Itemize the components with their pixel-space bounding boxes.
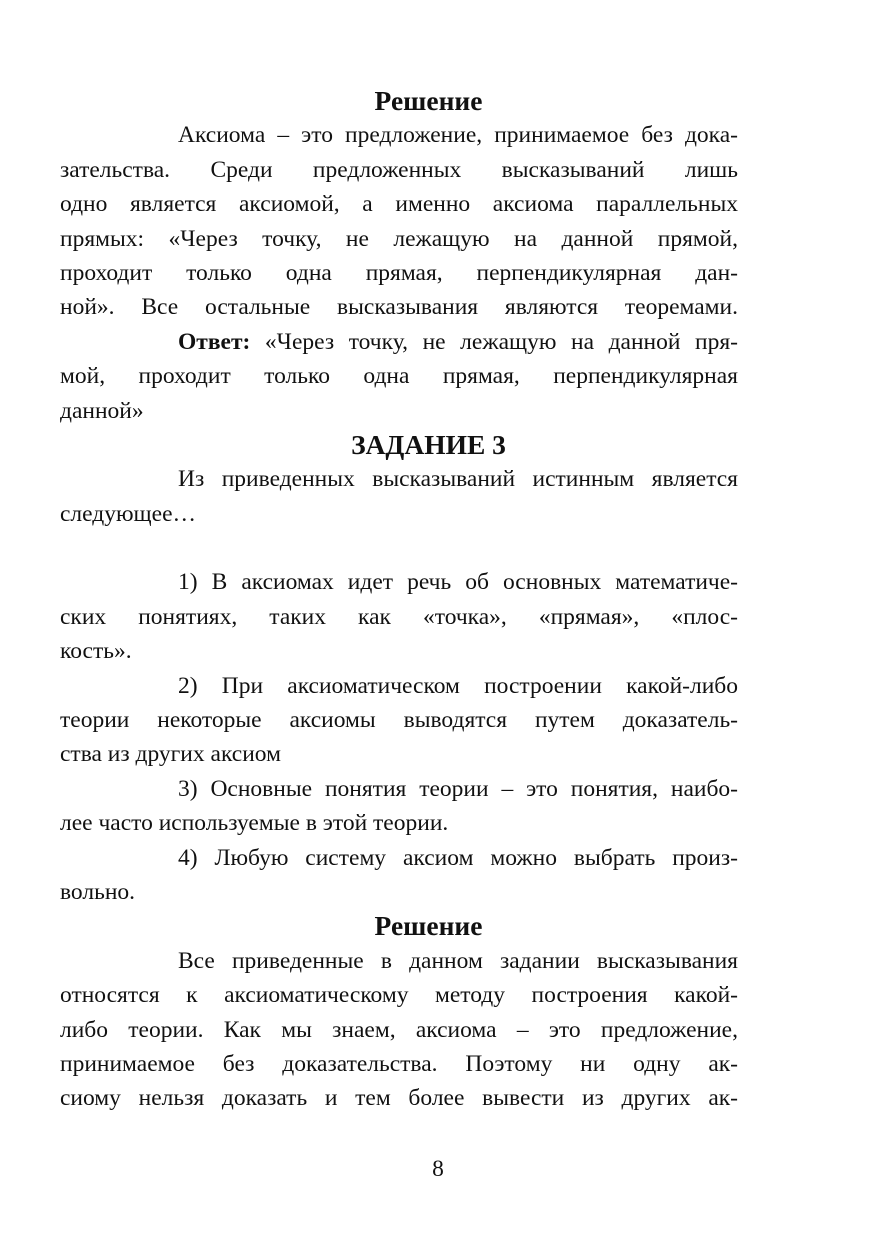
page-body: [60, 84, 738, 1116]
option-item: 4) Любую систему аксиом можно выбрать произ- вольно.: [60, 844, 738, 905]
solution-heading: Решение: [374, 86, 483, 116]
solution-paragraph: Все приведенные в данном задании высказывания относятся к аксиоматическому методу построения какой- либо теории. Как мы знаем, аксиома – это предложение, принимаемое без доказательства. Поэтому ни одну ак- сиому нельзя доказать и тем более вывести из других ак-: [60, 947, 738, 1112]
solution-paragraph: Аксиома – это предложение, принимаемое без дока- зательства. Среди предложенных высказываний лишь одно является аксиомой, а именно аксиома параллельных прямых: «Через точку, не лежащую на данной прямой, проходит только одна прямая, перпендикулярная дан- ной». Все остальные высказывания являются теоремами.: [60, 122, 738, 321]
spacer: [119, 531, 738, 565]
option-item: 3) Основные понятия теории – это понятия, наибо- лее часто используемые в этой теории.: [60, 775, 738, 837]
solution-heading: Решение: [374, 911, 483, 942]
option-item: 1) В аксиомах идет речь об основных математиче- ских понятиях, таких как «точка», «прямая», «плос- кость».: [60, 569, 738, 665]
task-intro: Из приведенных высказываний истинным является следующее…: [60, 466, 738, 527]
page-number: 8: [432, 1156, 444, 1182]
task-heading: ЗАДАНИЕ 3: [351, 430, 506, 461]
option-item: 2) При аксиоматическом построении какой-либо теории некоторые аксиомы выводятся путем доказатель- ства из других аксиом: [60, 672, 738, 768]
answer-paragraph: Ответ: «Через точку, не лежащую на данной пря- мой, проходит только одна прямая, перпендикулярная данной»: [60, 328, 738, 424]
answer-label: Ответ:: [178, 328, 251, 355]
